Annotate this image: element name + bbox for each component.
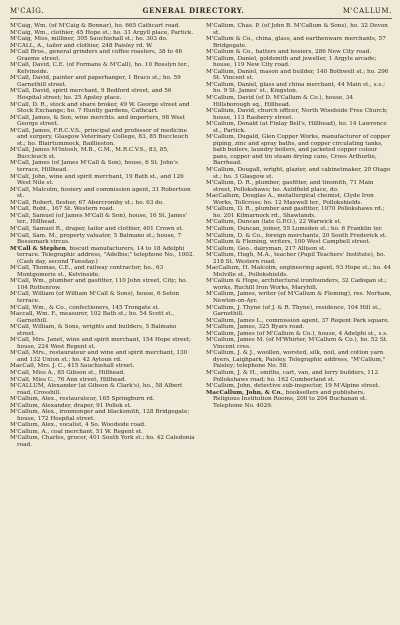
directory-entry: M'Call, Thomas, C.E., and railway contractor; ho., 63 Montgomerie st., Kelvinside. (10, 265, 164, 278)
directory-entry: M'Callum, John, detective sub-inspector, 19 M'Alpine street. (206, 383, 380, 390)
directory-entry: MacCallum, John, & Co., booksellers and publishers, Religious Institution Rooms, 200 to 204 Buchanan st. Telephone No. 4029. (206, 389, 367, 409)
directory-entry: M'Callum, Duncan (late G.P.O.), 22 Warwick st. (206, 219, 342, 226)
directory-entry: M'Callum, David, church officer, North Woodside Free Church; house, 113 Rasberry street. (206, 108, 388, 121)
directory-entry: M'Callum, A., coal merchant, 51 W. Regent st. (10, 428, 143, 435)
directory-entry: Maccall, Wm. F., measurer, 102 Bath st.; ho. 54 Scott st., Garnethill. (10, 311, 175, 324)
directory-entry: M'Callum, David (of D. M'Callum & Co.), house, 34 Hillsborough sq., Hillhead. (206, 95, 354, 108)
directory-entry: M'Call, Malcolm, hosiery and commission agent, 31 Robertson st. (10, 186, 191, 200)
header-center: GENERAL DIRECTORY. (142, 6, 245, 15)
directory-entry: M'Callum, Dugald, Glen Copper Works, manufacturer of copper piping, zinc and spray baths, and copper circulating tanks, bath boilers, laundry boilers, and jacketed copper colour pans, copper and tin steam drying cans, Cross Arthurlie, Barrhead. (206, 134, 391, 167)
directory-entry: M'Callum, Alex., restaurateur, 165 Springburn rd. (10, 396, 155, 403)
header-right: M'CALLUM. (342, 7, 392, 15)
directory-entry: M'Call, Robert, flesher, 67 Abercromby st.; ho. 63 do. (10, 199, 164, 206)
directory-entry: M'Callum, J. & H., smiths, cart, van, and lorry builders, 112 Pollokshaws road; ho. 162 Cumberland st. (206, 369, 379, 383)
directory-entry: M'Callum, Duncan, joiner, 55 Lumsden st.; ho. 6 Franklin ter. (206, 225, 383, 232)
directory-entry: M'Call, Wm., plumber and gasfitter, 110 John street, City; ho. 104 Rottenrow. (10, 278, 188, 291)
directory-entry: M'Call, Miss C., 76 Ann street, Hillhead. (10, 376, 127, 383)
directory-entry: MacCall, Mrs. J. C., 415 Sauchiehall street. (10, 363, 135, 370)
directory-columns (10, 23, 392, 449)
directory-entry: M'Call, David, C.E. (of Formans & M'Call), ho. 10 Rosslyn ter., Kelvinside. (10, 62, 190, 75)
directory-entry: M'Callum, Donald (at Finlay Bell's, Hillhead), ho. 14 Lawrence st., Partick. (206, 121, 387, 134)
directory-entry: M'CALL, A., tailor and clothier, 248 Paisley rd. W. (10, 42, 153, 49)
directory-entry: M'Callum, Alex., vocalist, 4 So. Woodside road. (10, 422, 146, 429)
directory-entry: M'Call, D. R., stock and share broker, 49 W. George street and Stock Exchange; ho. 7 Huntly gardens, Cathcart. (10, 101, 190, 115)
directory-entry: M'Callum, Alex., ironmonger and blacksmith, 128 Bridgegate; house, 172 Hospital street. (10, 409, 190, 422)
directory-entry: M'Call Bros., general grinders and coffee roasters, 38 to 46 Graeme street. (10, 49, 183, 62)
directory-entry: M'Callum & Hope, architectural ironfounders, 32 Cadogan st.; works, Ruchill Iron Works, Maryhill. (206, 278, 387, 291)
directory-entry: M'Callum, D. R., plumber and gasfitter, 1070 Pollokshaws rd.; ho. 201 Kilmarnock rd., Shawlands. (206, 206, 385, 219)
directory-entry: M'Call, David, spirit merchant, 9 Bedford street, and 56 Hospital street; ho. 25 Apsley place. (10, 88, 172, 102)
header-left: M'CAIG. (10, 7, 45, 15)
directory-entry: M'Callum & Fleming, writers, 100 West Campbell street. (206, 239, 371, 246)
running-header (10, 6, 392, 19)
directory-entry: M'Call, Robt., 167 St. Western road. (10, 206, 115, 213)
directory-entry: M'Callum & Co., china, glass, and earthenware merchants, 57 Bridgegate. (206, 36, 386, 49)
directory-entry: M'Callum, Daniel, mason and builder, 140 Bothwell st.; ho. 296 St. Vincent st. (206, 68, 389, 82)
directory-entry: M'Callum, Dougall, wright, glazier, and cabinetmaker, 20 Otago st.; ho. 3 Glasgow st. (206, 167, 391, 180)
directory-entry: M'Callum, Hugh, M.A., teacher (Pupil Teachers' Institute), ho. 218 St. Western road. (206, 252, 386, 265)
directory-entry: M'Callum, D. R., plumber, gasfitter, and tinsmith, 71 Main street, Pollokshaws; ho. Auldfield place, do. (206, 180, 374, 193)
directory-entry: M'Call, David, painter and paperhanger, 1 Braco st.; ho. 59 Garnethill street. (10, 75, 181, 88)
directory-entry: M'Call, Mrs. Janet, wine and spirit merchant, 154 Hope street; house, 224 West Regent st. (10, 337, 192, 350)
directory-entry: M'Callum & Co., hatters and hosiers, 286 New City road. (206, 49, 372, 56)
directory-entry: M'Call, Miss A., 85 Gibson st., Hillhead. (10, 369, 125, 376)
directory-entry: M'Caig, Wm. (of M'Caig & Bonnar), ho. 665 Cathcart road. (10, 23, 181, 29)
directory-entry: M'Callum, Charles, grocer, 401 South York st.; ho. 42 Caledonia road. (10, 435, 195, 448)
directory-entry: M'Callum, D. & Co., foreign merchants, 20 South Frederick st. (206, 232, 387, 239)
directory-entry: M'Callum, Alexander, draper, 91 Pollok st. (10, 402, 132, 409)
directory-entry: M'Call, Sam. M., property valuator, 5 Balmano st.; house, 7 Bessemark circus. (10, 232, 182, 246)
directory-entry: M'Call, Mrs., restaurateur and wine and spirit merchant, 130 and 132 Union st.; ho. 42 Aytoun rd. (10, 350, 188, 363)
left-column (10, 23, 196, 449)
directory-entry: M'Call, Samuel R., draper, tailor and clothier, 401 Crown st. (10, 225, 184, 232)
directory-entry: M'CALLUM, Alexander (at Gibson & Clark's), ho., 58 Albert road, Crosshill. (10, 383, 183, 396)
directory-entry: M'Call, James (of James M'Call & Son), house, 6 St. John's terrace, Hillhead. (10, 160, 178, 174)
right-column (206, 23, 392, 449)
directory-entry: M'Caig, Miss, milliner, 305 Sauchiehall st.; ho. 303 do. (10, 36, 168, 43)
directory-entry: M'Callum, J. Thyne (of J. & R. Thyne), residence, 104 Hill st., Garnethill. (206, 304, 382, 318)
directory-entry: MacCallum, Douglas A., metallurgical chemist, Clyde Iron Works, Tollcross; ho. 12 Maxwell ter., Pollokshields. (206, 193, 374, 206)
directory-entry: M'Callum, James, 325 Byars road. (206, 324, 305, 331)
directory-entry: M'Callum, James M. (of M'Whirter, M'Callum & Co.), ho. 52 St. Vincent cres. (206, 337, 388, 350)
directory-entry: M'Call & Stephen, biscuit manufacturers, 14 to 18 Adelphi terrace. Telegraphic address, "Adelbis;" telephone No., 1002. (Cash day, second Tuesday.) (10, 245, 195, 265)
directory-entry: M'Call, John, wine and spirit merchant, 19 Bath st., and 126 West Nile st. (10, 173, 184, 187)
directory-entry: M'Callum, James (of M'Callum & Co.), house, 4 Adelphi st., s.s. (206, 330, 388, 337)
directory-entry: MacCallum, H. Malcolm, engineering agent, 93 Hope st.; ho. 44 Melville st., Pollokshields. (206, 265, 391, 278)
directory-entry: M'Call, Wm., & Co., confectioners, 145 Trongate st. (10, 304, 160, 311)
directory-entry: M'Callum, J. & J., woollen, worsted, silk, noil, and cotton yarn dyers, Laighpark, Paisley. Telegraphic address, "M'Callum," Paisley; telephone No. 58. (206, 350, 386, 370)
directory-entry: M'Callum, James, writer (of M'Callum & Fleming), res. Norham, Newton-on-Ayr. (206, 291, 392, 304)
directory-entry: M'Callum, James L., commission agent, 37 Regent Park square. (206, 317, 390, 324)
directory-entry: M'Callum, Geo., dairyman, 217 Allison st. (206, 245, 326, 252)
directory-entry: M'Callum, Chas. P. (of John B. M'Callum & Sons), ho. 32 Devon st. (206, 23, 388, 36)
directory-entry: M'Callum, Daniel, glass and china merchant, 44 Main st., s.s.; ho. 9 St. James' st., Kingston. (206, 81, 386, 95)
directory-entry: M'Call, James, F.R.C.V.S., principal and professor of medicine and surgery, Glasgow Veterinary College, 83, 85 Buccleuch st.; ho. Blairtummock, Baillieston. (10, 127, 189, 147)
directory-entry: M'Call, Samuel (of James M'Call & Son), house, 16 St. James' ter., Hillhead. (10, 212, 188, 226)
directory-entry: M'Call, William (of William M'Call & Sons), house, 6 Seton terrace. (10, 291, 180, 304)
directory-entry: M'Call, William, & Sons, wrights and builders, 5 Balmano street. (10, 324, 177, 337)
directory-entry: M'Call, James, & Son, wine merchts. and importers, 98 West George street. (10, 114, 185, 128)
directory-entry: M'Caig, Wm., clothier, 45 Hope st.; ho. 31 Argyll place, Partick. (10, 29, 194, 36)
directory-entry: M'Call, James M'Intosh, M.B., C.M., M.R.C.V.S., 83, 85, Buccleuch st. (10, 147, 169, 160)
directory-entry: M'Callum, Daniel, goldsmith and jeweller, 1 Argyle arcade; house, 119 New City road. (206, 55, 377, 69)
